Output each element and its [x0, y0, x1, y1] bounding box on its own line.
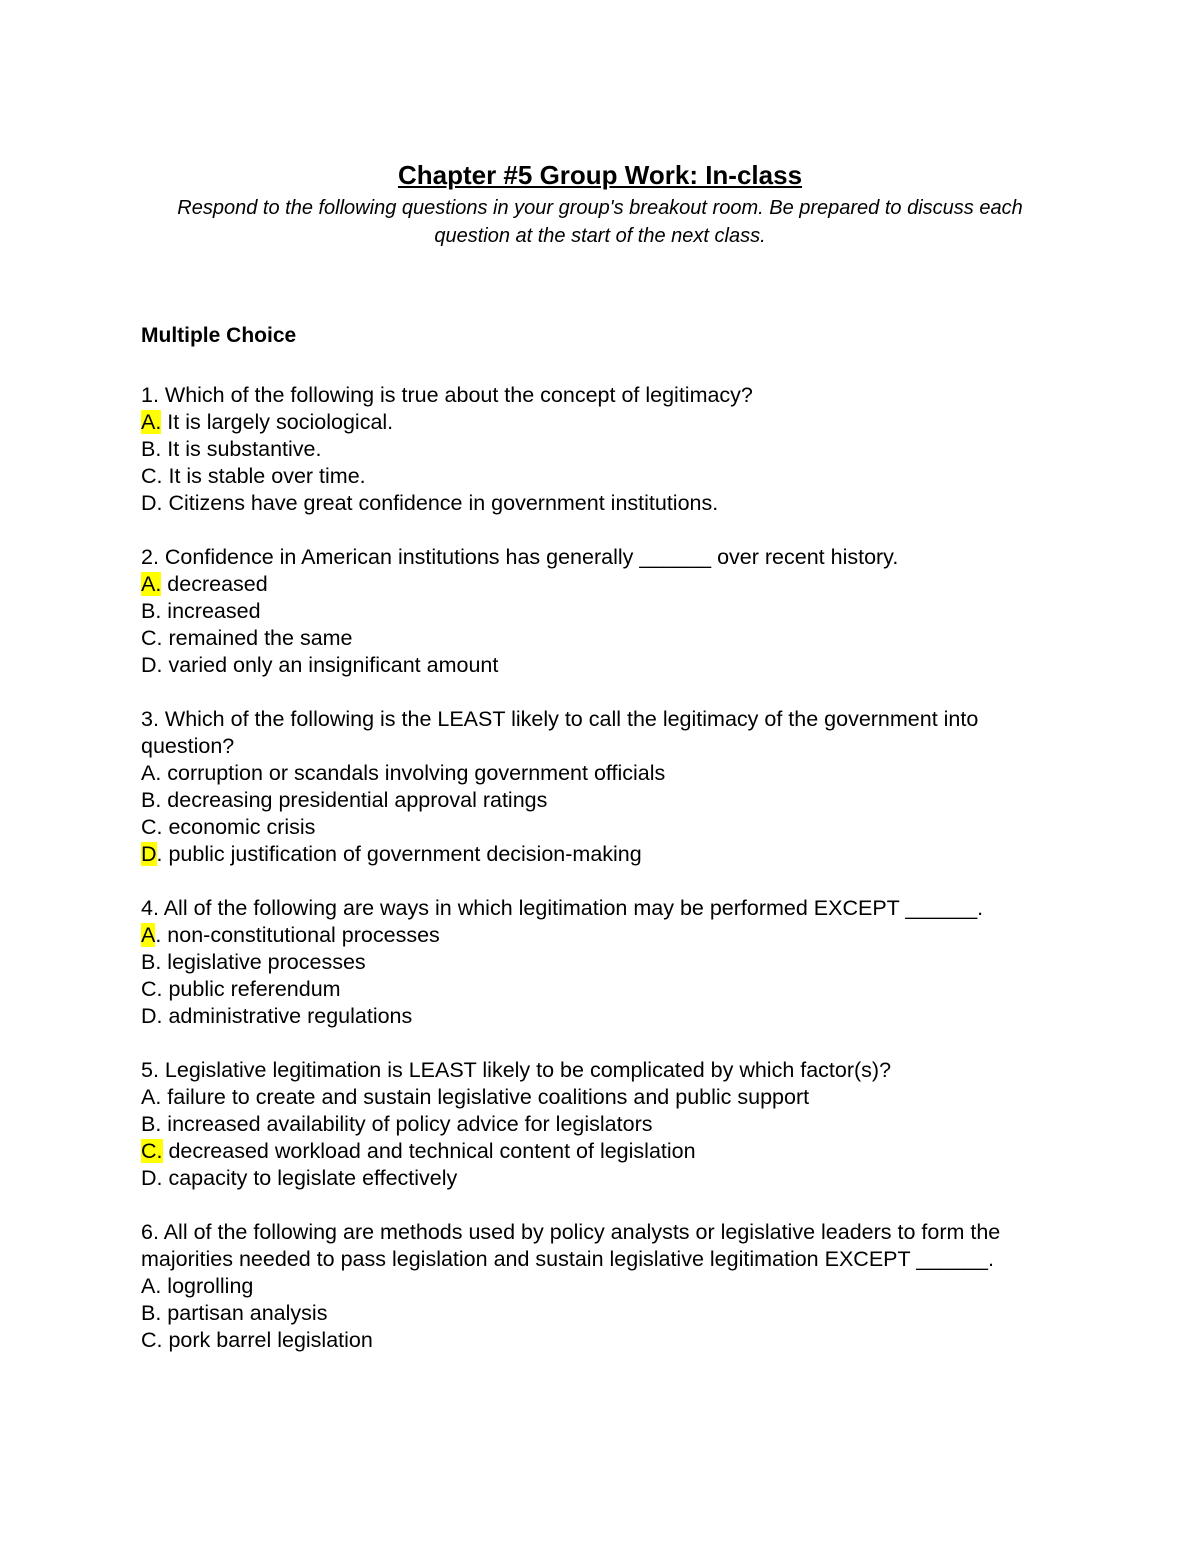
answer-letter: D. — [141, 1166, 163, 1190]
answer-letter: C. — [141, 626, 163, 650]
answer-letter: B. — [141, 1301, 162, 1325]
question-4 — [141, 895, 1071, 1030]
question-6 — [141, 1219, 1071, 1354]
answer-letter: C. — [141, 1328, 163, 1352]
answer-letter: C. — [141, 815, 163, 839]
answer-option — [141, 490, 1071, 517]
question-3 — [141, 706, 1071, 868]
answer-letter: B. — [141, 950, 162, 974]
answer-option — [141, 976, 1071, 1003]
answer-text: decreased — [161, 572, 268, 596]
answer-option — [141, 1273, 1071, 1300]
document-title: Chapter #5 Group Work: In-class — [397, 160, 803, 190]
answer-option — [141, 571, 1071, 598]
highlighted-answer-letter: A. — [141, 572, 162, 596]
answer-text: increased availability of policy advice for legislators — [161, 1112, 653, 1136]
answer-letter: C. — [141, 977, 163, 1001]
answer-text: increased — [161, 599, 261, 623]
answer-option — [141, 787, 1071, 814]
answer-text: failure to create and sustain legislative coalitions and public support — [161, 1085, 810, 1109]
question-text: 1. Which of the following is true about the concept of legitimacy? — [141, 383, 753, 407]
question-text: 5. Legislative legitimation is LEAST likely to be complicated by which factor(s)? — [141, 1058, 892, 1082]
highlighted-answer-letter: A. — [141, 410, 162, 434]
answer-option — [141, 1300, 1071, 1327]
answer-option — [141, 598, 1071, 625]
answer-option — [141, 949, 1071, 976]
answer-option — [141, 1138, 1071, 1165]
answer-option — [141, 841, 1071, 868]
highlighted-answer-letter: C. — [141, 1139, 163, 1163]
answer-letter: D. — [141, 1004, 163, 1028]
answer-text: corruption or scandals involving government officials — [161, 761, 666, 785]
question-text: 4. All of the following are ways in which legitimation may be performed EXCEPT ______. — [141, 896, 984, 920]
highlighted-answer-letter: D — [141, 842, 157, 866]
answer-option — [141, 409, 1071, 436]
answer-option — [141, 1165, 1071, 1192]
answer-text: pork barrel legislation — [162, 1328, 373, 1352]
answer-letter: A. — [141, 1274, 162, 1298]
question-5 — [141, 1057, 1071, 1192]
answer-letter: B. — [141, 437, 162, 461]
answer-option — [141, 1084, 1071, 1111]
answer-text: capacity to legislate effectively — [162, 1166, 458, 1190]
answer-text: public referendum — [162, 977, 341, 1001]
answer-text: legislative processes — [161, 950, 366, 974]
answer-text: partisan analysis — [161, 1301, 328, 1325]
answer-option — [141, 814, 1071, 841]
answer-letter: D. — [141, 653, 163, 677]
answer-option — [141, 436, 1071, 463]
answer-option — [141, 922, 1071, 949]
section-heading: Multiple Choice — [141, 324, 297, 347]
answer-letter: B. — [141, 1112, 162, 1136]
answer-letter: C. — [141, 464, 163, 488]
answer-text: It is stable over time. — [162, 464, 366, 488]
answer-option — [141, 1327, 1071, 1354]
question-2 — [141, 544, 1071, 679]
answer-letter: B. — [141, 788, 162, 812]
answer-option — [141, 1111, 1071, 1138]
answer-text: varied only an insignificant amount — [162, 653, 499, 677]
answer-text: . public justification of government decision-making — [156, 842, 642, 866]
answer-letter: A. — [141, 1085, 162, 1109]
answer-text: decreasing presidential approval ratings — [161, 788, 548, 812]
answer-option — [141, 652, 1071, 679]
highlighted-answer-letter: A — [141, 923, 156, 947]
answer-option — [141, 463, 1071, 490]
answer-text: logrolling — [161, 1274, 254, 1298]
answer-letter: D. — [141, 491, 163, 515]
question-text: 2. Confidence in American institutions has generally ______ over recent history. — [141, 545, 899, 569]
answer-text: It is substantive. — [161, 437, 322, 461]
answer-text: Citizens have great confidence in government institutions. — [162, 491, 719, 515]
answer-text: remained the same — [162, 626, 353, 650]
answer-option — [141, 760, 1071, 787]
answer-text: administrative regulations — [162, 1004, 413, 1028]
question-1 — [141, 382, 1071, 517]
answer-letter: A. — [141, 761, 162, 785]
answer-text: decreased workload and technical content of legislation — [162, 1139, 696, 1163]
question-text: 3. Which of the following is the LEAST likely to call the legitimacy of the government into question? — [141, 707, 979, 758]
answer-text: economic crisis — [162, 815, 316, 839]
answer-option — [141, 625, 1071, 652]
answer-text: It is largely sociological. — [161, 410, 394, 434]
question-text: 6. All of the following are methods used by policy analysts or legislative leaders to form the majorities needed to pass legislation and sustain legislative legitimation EXCEPT ______. — [141, 1220, 1001, 1271]
answer-option — [141, 1003, 1071, 1030]
instructions-text: Respond to the following questions in your group's breakout room. Be prepared to discuss each question at the start of the next class. — [177, 197, 1023, 247]
answer-text: . non-constitutional processes — [155, 923, 440, 947]
questions-list — [141, 382, 1071, 1381]
answer-letter: B. — [141, 599, 162, 623]
